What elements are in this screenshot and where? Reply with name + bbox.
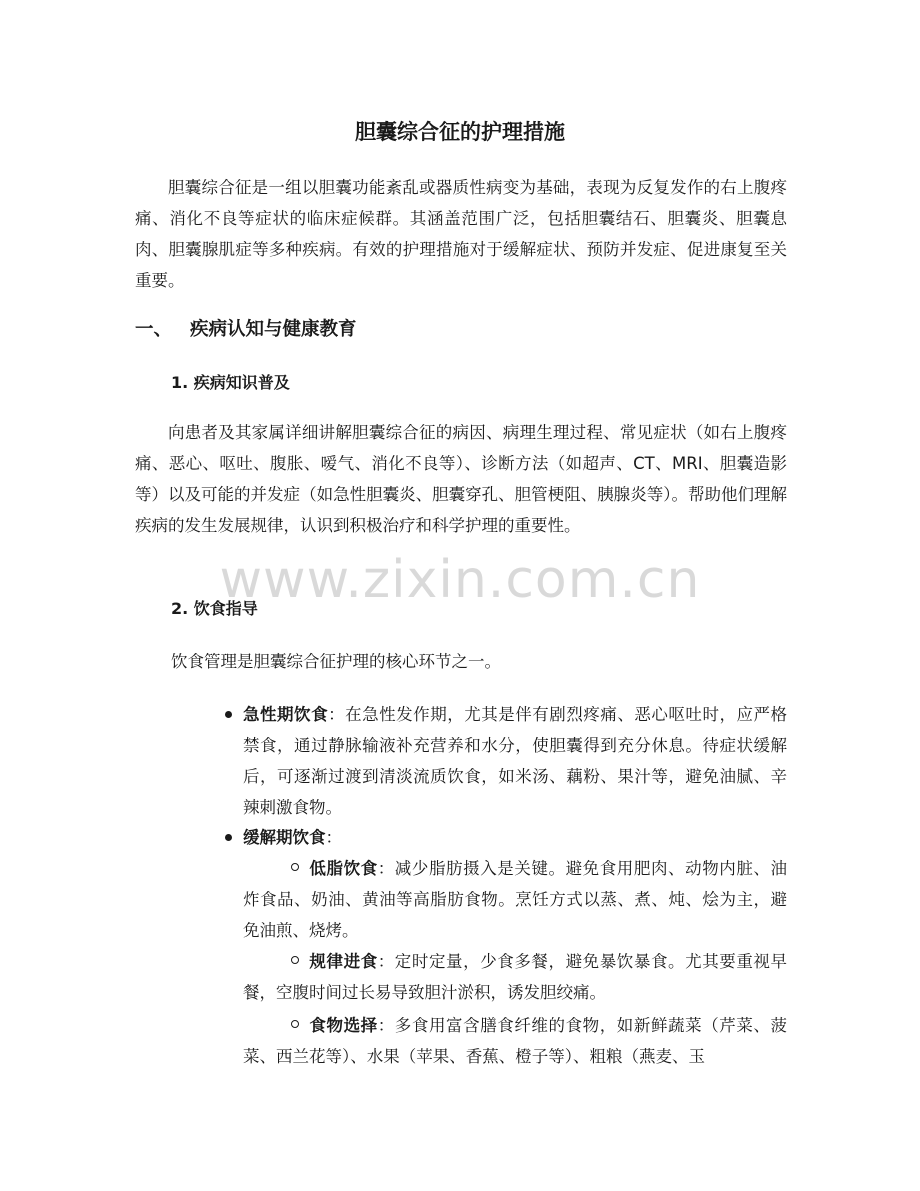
sub-item-low-fat: [243, 853, 787, 946]
subsection-heading-1: 1. 疾病知识普及: [171, 373, 290, 392]
bullet-dot-icon: [225, 711, 232, 718]
document-title: 胆囊综合征的护理措施: [355, 120, 565, 144]
bullet-label: 急性期饮食: [243, 705, 329, 724]
bullet-text: ：: [325, 828, 342, 847]
circle-bullet-icon: [291, 1020, 299, 1028]
disease-knowledge-paragraph: 向患者及其家属详细讲解胆囊综合征的病因、病理生理过程、常见症状（如右上腹疼痛、恶心、呕吐、腹胀、嗳气、消化不良等）、诊断方法（如超声、CT、MRI、胆囊造影等）以及可能的并发症（如急性胆囊炎、胆囊穿孔、胆管梗阻、胰腺炎等）。帮助他们理解疾病的发生发展规律，认识到积极治疗和科学护理的重要性。: [135, 423, 787, 535]
section-heading: [135, 314, 357, 346]
bullet-text: ：在急性发作期，尤其是伴有剧烈疼痛、恶心呕吐时，应严格禁食，通过静脉输液补充营养和水分，使胆囊得到充分休息。待症状缓解后，可逐渐过渡到清淡流质饮食，如米汤、藕粉、果汁等，避免油腻、辛辣刺激食物。: [243, 705, 788, 817]
section-number: 一、: [135, 319, 173, 340]
circle-bullet-icon: [291, 863, 299, 871]
sub-item-food-choice: [243, 1010, 787, 1072]
sub-text: ：多食用富含膳食纤维的食物，如新鲜蔬菜（芹菜、菠菜、西兰花等）、水果（苹果、香蕉、橙子等）、粗粮（燕麦、玉: [243, 1016, 788, 1066]
sub-label: 低脂饮食: [308, 859, 378, 878]
sub-label: 规律进食: [308, 952, 378, 971]
sub-label: 食物选择: [308, 1016, 378, 1035]
list-item-acute-diet: [243, 699, 787, 823]
intro-paragraph: 胆囊综合征是一组以胆囊功能紊乱或器质性病变为基础，表现为反复发作的右上腹疼痛、消化不良等症状的临床症候群。其涵盖范围广泛，包括胆囊结石、胆囊炎、胆囊息肉、胆囊腺肌症等多种疾病。有效的护理措施对于缓解症状、预防并发症、促进康复至关重要。: [135, 178, 787, 290]
list-item-remission-diet: [243, 822, 787, 853]
diet-intro-paragraph: 饮食管理是胆囊综合征护理的核心环节之一。: [171, 652, 501, 671]
sub-text: ：定时定量，少食多餐，避免暴饮暴食。尤其要重视早餐，空腹时间过长易导致胆汁淤积，诱发胆绞痛。: [243, 952, 788, 1002]
watermark-text: www.zixin.com.cn: [219, 550, 701, 610]
circle-bullet-icon: [291, 956, 299, 964]
section-title: 疾病认知与健康教育: [190, 319, 357, 340]
subsection-heading-2: 2. 饮食指导: [171, 599, 258, 618]
sub-text: ：减少脂肪摄入是关键。避免食用肥肉、动物内脏、油炸食品、奶油、黄油等高脂肪食物。烹饪方式以蒸、煮、炖、烩为主，避免油煎、烧烤。: [243, 859, 788, 940]
bullet-label: 缓解期饮食: [243, 828, 326, 847]
bullet-dot-icon: [225, 834, 232, 841]
sub-item-regular-meals: [243, 946, 787, 1008]
